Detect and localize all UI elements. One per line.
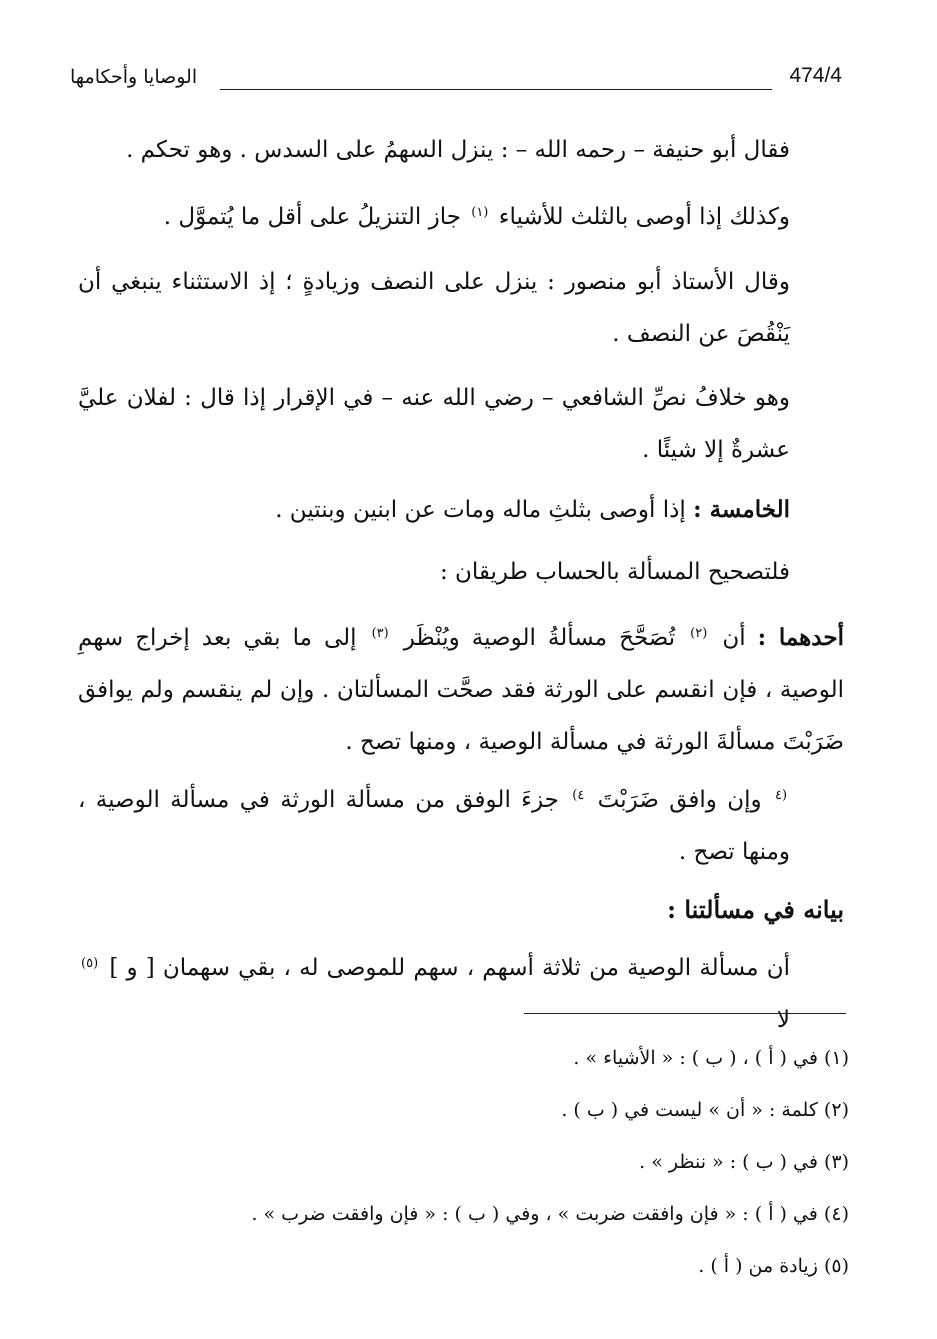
paragraph-text: إذا أوصى بثلثِ ماله ومات عن ابنين وبنتين . (275, 497, 686, 523)
page-number: 474/4 (789, 64, 842, 87)
section-label: أحدهما : (757, 624, 844, 651)
paragraph-4 (78, 372, 844, 476)
footnote-2: (٢) كلمة : « أن » ليست في ( ب ) . (561, 1099, 849, 1121)
footnote-marker: (٥) (81, 956, 99, 971)
paragraph-text: فقال أبو حنيفة – رحمه الله – : ينزل السهمُ على السدس . وهو تحكم . (126, 137, 790, 163)
paragraph-text: وهو خلافُ نصِّ الشافعي – رضي الله عنه – في الإقرار إذا قال : لفلان عليَّ عشرةٌ إلا شيئًا . (78, 385, 790, 463)
paragraph-2 (78, 187, 844, 243)
footnotes (100, 1038, 849, 1298)
header-rule (220, 89, 772, 90)
paragraph-7 (78, 608, 844, 768)
running-title: الوصايا وأحكامها (70, 66, 198, 88)
paragraph-3 (78, 256, 844, 360)
paragraph-9 (78, 938, 844, 1046)
footnote-5: (٥) زيادة من ( أ ) . (698, 1255, 849, 1277)
footnote-marker: (٣) (371, 626, 389, 641)
paragraph-8 (78, 770, 844, 878)
paragraph-text: جزءَ الوفق من مسألة الورثة في مسألة الوصية ، ومنها تصح . (78, 787, 790, 865)
footnote-separator (524, 1013, 846, 1014)
paragraph-1 (78, 124, 844, 176)
paragraph-text: لا (776, 1007, 790, 1033)
heading-text: بيانه في مسألتنا : (667, 895, 844, 924)
section-label: الخامسة : (693, 496, 790, 523)
page-header (70, 64, 842, 100)
paragraph-5 (78, 484, 844, 536)
paragraph-text: أن (722, 625, 746, 651)
section-heading (78, 884, 844, 936)
footnote-4: (٤) في ( أ ) : « فإن وافقت ضربت » ، وفي ( ب ) : « فإن وافقت ضرب » . (251, 1203, 849, 1225)
paragraph-text: تُصَحَّحَ مسألةُ الوصية ويُنْظَر (403, 625, 676, 651)
paragraph-text: وإن وافق ضَرَبْتَ (597, 787, 762, 813)
paragraph-6 (78, 546, 844, 598)
paragraph-text: فلتصحيح المسألة بالحساب طريقان : (439, 559, 790, 585)
footnote-marker: (٢) (690, 626, 708, 641)
footnote-1: (١) في ( أ ) ، ( ب ) : « الأشياء » . (573, 1047, 849, 1069)
footnote-marker: ٤) (572, 788, 585, 803)
footnote-3: (٣) في ( ب ) : « ننظر » . (639, 1151, 849, 1173)
footnote-marker: (١) (471, 205, 489, 220)
paragraph-text: وكذلك إذا أوصى بالثلث للأشياء (498, 204, 790, 230)
paragraph-text: جاز التنزيلُ على أقل ما يُتموَّل . (163, 204, 461, 230)
paragraph-text: أن مسألة الوصية من ثلاثة أسهم ، سهم للموصى له ، بقي سهمان [ و ] (109, 955, 790, 981)
footnote-marker: (٤ (774, 788, 788, 803)
paragraph-text: وقال الأستاذ أبو منصور : ينزل على النصف وزيادةٍ ؛ إذ الاستثناء ينبغي أن يَنْقُصَ عن النصف . (78, 269, 790, 347)
paragraph-text: إلى ما بقي بعد إخراج سهمِ الوصية ، فإن انقسم على الورثة فقد صحَّت المسألتان . وإن لم ينقسم ولم يوافق ضَرَبْتَ مسألةَ الورثة في مسألة الوصية ، ومنها تصح . (78, 625, 844, 755)
